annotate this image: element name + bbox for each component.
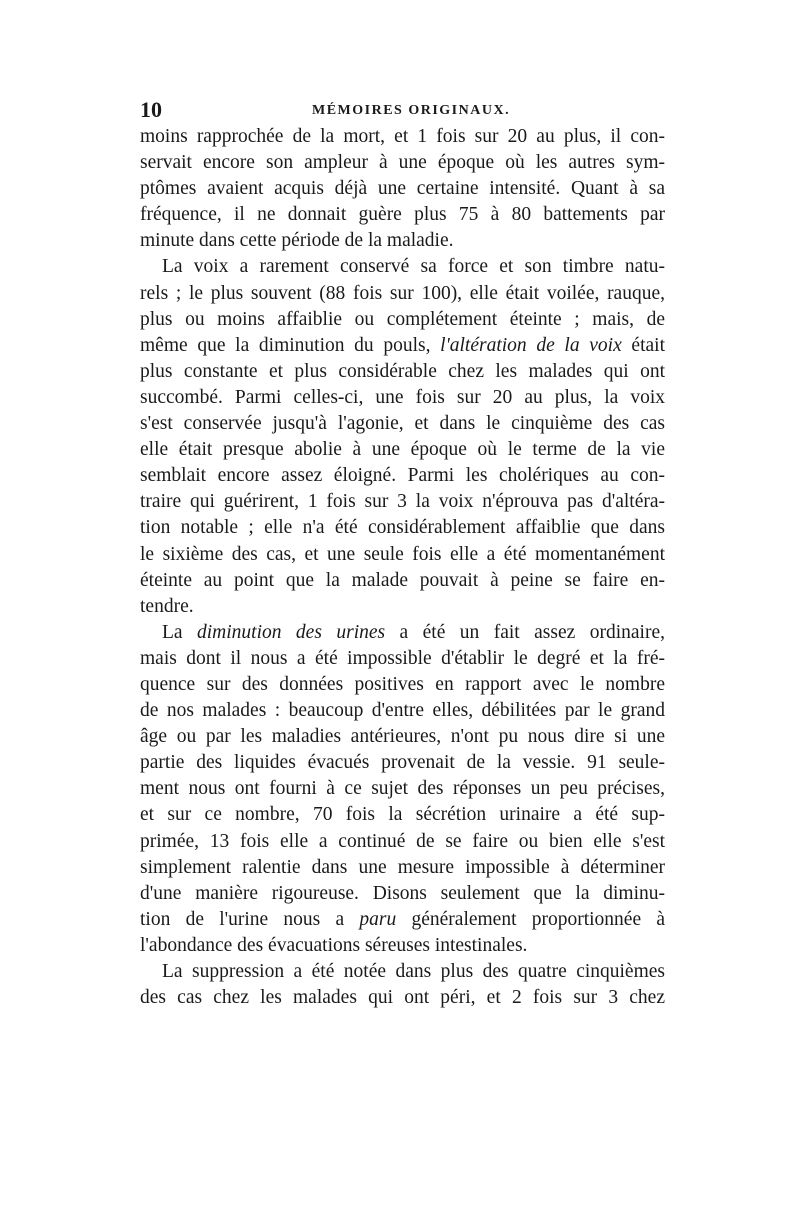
text-line: quence sur des données positives en rapport avec le nombre: [140, 673, 665, 695]
text-line: tion de l'urine nous a paru généralement proportionnée à: [140, 908, 666, 930]
text-line: éteinte au point que la malade pouvait à peine se faire en-: [140, 569, 665, 591]
paragraph: [140, 959, 665, 1011]
text-line: rels ; le plus souvent (88 fois sur 100), elle était voilée, rauque,: [140, 282, 665, 304]
text-line: simplement ralentie dans une mesure impossible à déterminer: [140, 856, 665, 878]
text-line: des cas chez les malades qui ont péri, et 2 fois sur 3 chez: [140, 987, 665, 1009]
text-line: partie des liquides évacués provenait de la vessie. 91 seule-: [140, 752, 665, 774]
text-line: La diminution des urines a été un fait assez ordinaire,: [162, 621, 665, 643]
text-line: plus constante et plus considérable chez les malades qui ont: [140, 360, 665, 382]
text-line: traire qui guérirent, 1 fois sur 3 la voix n'éprouva pas d'altéra-: [140, 491, 665, 513]
paragraph: [140, 620, 665, 959]
text-line: même que la diminution du pouls, l'altération de la voix était: [140, 334, 665, 356]
text-line: La suppression a été notée dans plus des quatre cinquièmes: [162, 961, 665, 982]
text-line: ptômes avaient acquis déjà une certaine intensité. Quant à sa: [140, 178, 665, 200]
text-line: elle était presque abolie à une époque où le terme de la vie: [140, 439, 665, 461]
running-head: MÉMOIRES ORIGINAUX.: [312, 103, 511, 118]
text-line: plus ou moins affaiblie ou complétement éteinte ; mais, de: [140, 308, 665, 330]
text-line: l'abondance des évacuations séreuses intestinales.: [140, 934, 528, 956]
text-line: âge ou par les maladies antérieures, n'ont pu nous dire si une: [140, 726, 665, 748]
text-line: succombé. Parmi celles-ci, une fois sur 20 au plus, la voix: [140, 386, 665, 408]
page-header: [140, 98, 665, 122]
paragraph: [140, 254, 665, 619]
text-line: et sur ce nombre, 70 fois la sécrétion urinaire a été sup-: [140, 804, 665, 826]
text-line: tendre.: [140, 595, 194, 617]
text-line: semblait encore assez éloigné. Parmi les cholériques au con-: [140, 465, 665, 487]
text-line: de nos malades : beaucoup d'entre elles, débilitées par le grand: [140, 700, 665, 722]
text-line: fréquence, il ne donnait guère plus 75 à 80 battements par: [140, 204, 665, 226]
text-line: servait encore son ampleur à une époque où les autres sym-: [140, 152, 665, 174]
emphasis-text: l'altération de la voix: [440, 334, 622, 356]
text-line: d'une manière rigoureuse. Disons seulement que la diminu-: [140, 882, 665, 904]
emphasis-text: paru: [359, 908, 397, 930]
page-number: 10: [140, 97, 162, 122]
text-line: le sixième des cas, et une seule fois elle a été momentanément: [140, 543, 665, 565]
text-line: La voix a rarement conservé sa force et son timbre natu-: [162, 256, 665, 278]
emphasis-text: diminution des urines: [197, 621, 386, 643]
text-line: ment nous ont fourni à ce sujet des réponses un peu précises,: [140, 778, 665, 800]
text-line: minute dans cette période de la maladie.: [140, 230, 454, 252]
text-line: moins rapprochée de la mort, et 1 fois sur 20 au plus, il con-: [140, 126, 665, 147]
body-text: [140, 124, 665, 1011]
text-line: mais dont il nous a été impossible d'établir le degré et la fré-: [140, 647, 665, 669]
paragraph: [140, 124, 665, 254]
text-line: tion notable ; elle n'a été considérablement affaiblie que dans: [140, 517, 665, 539]
text-line: primée, 13 fois elle a continué de se faire ou bien elle s'est: [140, 830, 665, 852]
text-line: s'est conservée jusqu'à l'agonie, et dans le cinquième des cas: [140, 413, 665, 435]
